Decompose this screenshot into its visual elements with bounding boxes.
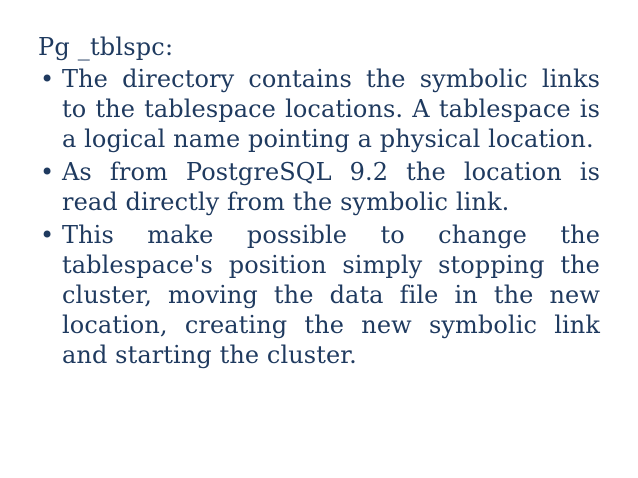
bullet-item-3	[34, 220, 600, 370]
bullet-item-1	[34, 64, 600, 154]
bullet-text: As from PostgreSQL 9.2 the location is read directly from the symbolic link.	[62, 158, 600, 216]
bullet-marker: •	[40, 158, 55, 186]
bullet-text: The directory contains the symbolic links to the tablespace locations. A tablespace is a logical name pointing a physical location.	[62, 65, 600, 153]
bullet-item-2	[34, 157, 600, 217]
bullet-marker: •	[40, 221, 55, 249]
bullet-marker: •	[40, 65, 55, 93]
bullet-list	[34, 64, 600, 373]
slide-title: Pg _tblspc:	[38, 33, 174, 61]
bullet-text: This make possible to change the tablespace's position simply stopping the cluster, moving the data file in the new location, creating the new symbolic link and starting the cluster.	[62, 221, 600, 369]
